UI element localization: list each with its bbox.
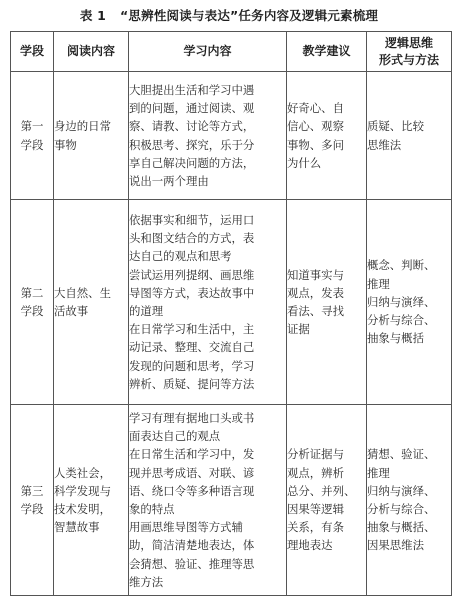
table-row xyxy=(11,405,452,596)
learning-cell-line: 现并思考成语、对联、谚 xyxy=(129,465,255,480)
learning-cell-line: 语、绕口令等多种语言现 xyxy=(129,483,255,498)
header-logic xyxy=(367,32,452,72)
learning-cell-line: 动记录、整理、交流自己 xyxy=(129,340,255,355)
reading-cell-line: 人类社会， xyxy=(54,465,111,480)
learning-cell-line: 辨析、质疑、提问等方法 xyxy=(129,376,255,391)
learning-cell-line: 尝试运用列提纲、画思维 xyxy=(129,267,255,282)
learning-cell-line: 用画思维导图等方式辅 xyxy=(129,520,243,535)
teaching-cell-line: 观点，辨析 xyxy=(287,465,344,480)
learning-cell-line: 助，简洁清楚地表达，体 xyxy=(129,538,255,553)
header-stage: 学段 xyxy=(11,32,54,72)
logic-cell xyxy=(367,72,452,200)
reading-cell-line: 技术发明， xyxy=(54,502,111,516)
teaching-cell-line: 关系，有条 xyxy=(287,520,344,535)
reading-cell-line: 大自然、生 xyxy=(54,285,111,300)
logic-cell-line: 质疑、比较 xyxy=(367,119,424,134)
learning-cell-line: 维方法 xyxy=(129,574,164,589)
logic-cell-line: 抽象与概括 xyxy=(367,331,424,346)
reading-cell-line: 活故事 xyxy=(54,304,89,318)
task-content-table xyxy=(10,31,452,596)
header-reading: 阅读内容 xyxy=(54,32,129,72)
logic-cell-line: 归纳与演绎、 xyxy=(367,294,436,309)
header-teaching: 教学建议 xyxy=(287,32,367,72)
stage-cell xyxy=(11,405,54,596)
stage-label: 学段 xyxy=(20,304,44,318)
learning-cell-line: 会猜想、验证、推理等思 xyxy=(129,556,255,571)
learning-cell-line: 享自己解决问题的方法， xyxy=(129,155,255,170)
learning-cell-line: 大胆提出生活和学习中遇 xyxy=(129,82,255,97)
reading-cell-line: 事物 xyxy=(54,137,77,152)
stage-cell xyxy=(11,72,54,200)
teaching-cell-line: 观点，发表 xyxy=(287,285,344,300)
table-title: “思辨性阅读与表达”任务内容及逻辑元素梳理 xyxy=(120,8,379,23)
header-logic-line1: 逻辑思维 xyxy=(384,35,433,50)
logic-cell-line: 推理 xyxy=(367,465,390,480)
learning-cell-line: 说出一两个理由 xyxy=(129,173,209,188)
header-row xyxy=(11,32,452,72)
learning-cell xyxy=(129,405,287,596)
teaching-cell-line: 因果等逻辑 xyxy=(287,502,344,516)
logic-cell-line: 推理 xyxy=(367,276,390,291)
learning-cell-line: 象的特点 xyxy=(129,502,175,516)
learning-cell-line: 面表达自己的观点 xyxy=(129,429,221,444)
logic-cell-line: 概念、判断、 xyxy=(367,258,436,273)
reading-cell-line: 智慧故事 xyxy=(54,520,100,535)
teaching-cell xyxy=(287,200,367,405)
teaching-cell xyxy=(287,72,367,200)
learning-cell-line: 头和图文结合的方式，表 xyxy=(129,231,255,246)
stage-label: 第二 xyxy=(20,285,44,300)
learning-cell-line: 发现的问题和思考，学习 xyxy=(129,358,255,373)
logic-cell-line: 分析与综合、 xyxy=(367,502,436,516)
learning-cell xyxy=(129,200,287,405)
teaching-cell-line: 总分、并列、 xyxy=(287,483,356,498)
teaching-cell-line: 事物、多问 xyxy=(287,137,344,152)
learning-cell xyxy=(129,72,287,200)
logic-cell-line: 因果思维法 xyxy=(367,538,424,553)
table-row xyxy=(11,72,452,200)
learning-cell-line: 达自己的观点和思考 xyxy=(129,249,232,264)
teaching-cell-line: 理地表达 xyxy=(287,538,333,553)
learning-cell-line: 察、请教、讨论等方式， xyxy=(129,119,255,134)
table-number: 表 1 xyxy=(79,8,106,23)
stage-label: 第一 xyxy=(20,119,44,134)
teaching-cell-line: 分析证据与 xyxy=(287,447,344,462)
header-logic-line2: 形式与方法 xyxy=(378,52,439,67)
teaching-cell-line: 知道事实与 xyxy=(287,267,344,282)
logic-cell-line: 分析与综合、 xyxy=(367,313,436,328)
stage-label: 学段 xyxy=(20,502,44,516)
learning-cell-line: 在日常生活和学习中，发 xyxy=(129,447,255,462)
stage-label: 第三 xyxy=(20,483,44,498)
learning-cell-line: 的道理 xyxy=(129,304,164,318)
header-learning: 学习内容 xyxy=(129,32,287,72)
reading-cell xyxy=(54,72,129,200)
reading-cell xyxy=(54,200,129,405)
teaching-cell-line: 为什么 xyxy=(287,155,322,170)
table-row xyxy=(11,200,452,405)
learning-cell-line: 到的问题，通过阅读、观 xyxy=(129,101,255,116)
reading-cell-line: 科学发现与 xyxy=(54,483,111,498)
stage-cell xyxy=(11,200,54,405)
logic-cell-line: 抽象与概括、 xyxy=(367,520,436,535)
learning-cell-line: 在日常学习和生活中，主 xyxy=(129,322,255,337)
teaching-cell-line: 证据 xyxy=(287,322,310,337)
logic-cell xyxy=(367,200,452,405)
teaching-cell-line: 好奇心、自 xyxy=(287,101,344,116)
teaching-cell xyxy=(287,405,367,596)
logic-cell xyxy=(367,405,452,596)
logic-cell-line: 归纳与演绎、 xyxy=(367,483,436,498)
teaching-cell-line: 看法、寻找 xyxy=(287,304,344,318)
learning-cell-line: 积极思考、探究，乐于分 xyxy=(129,137,255,152)
logic-cell-line: 猜想、验证、 xyxy=(367,447,436,462)
teaching-cell-line: 信心、观察 xyxy=(287,119,344,134)
learning-cell-line: 学习有理有据地口头或书 xyxy=(129,410,255,425)
reading-cell xyxy=(54,405,129,596)
table-caption xyxy=(0,6,458,24)
stage-label: 学段 xyxy=(20,137,44,152)
logic-cell-line: 思维法 xyxy=(367,137,402,152)
reading-cell-line: 身边的日常 xyxy=(54,119,111,134)
learning-cell-line: 依据事实和细节，运用口 xyxy=(129,212,255,227)
learning-cell-line: 导图等方式，表达故事中 xyxy=(129,285,255,300)
